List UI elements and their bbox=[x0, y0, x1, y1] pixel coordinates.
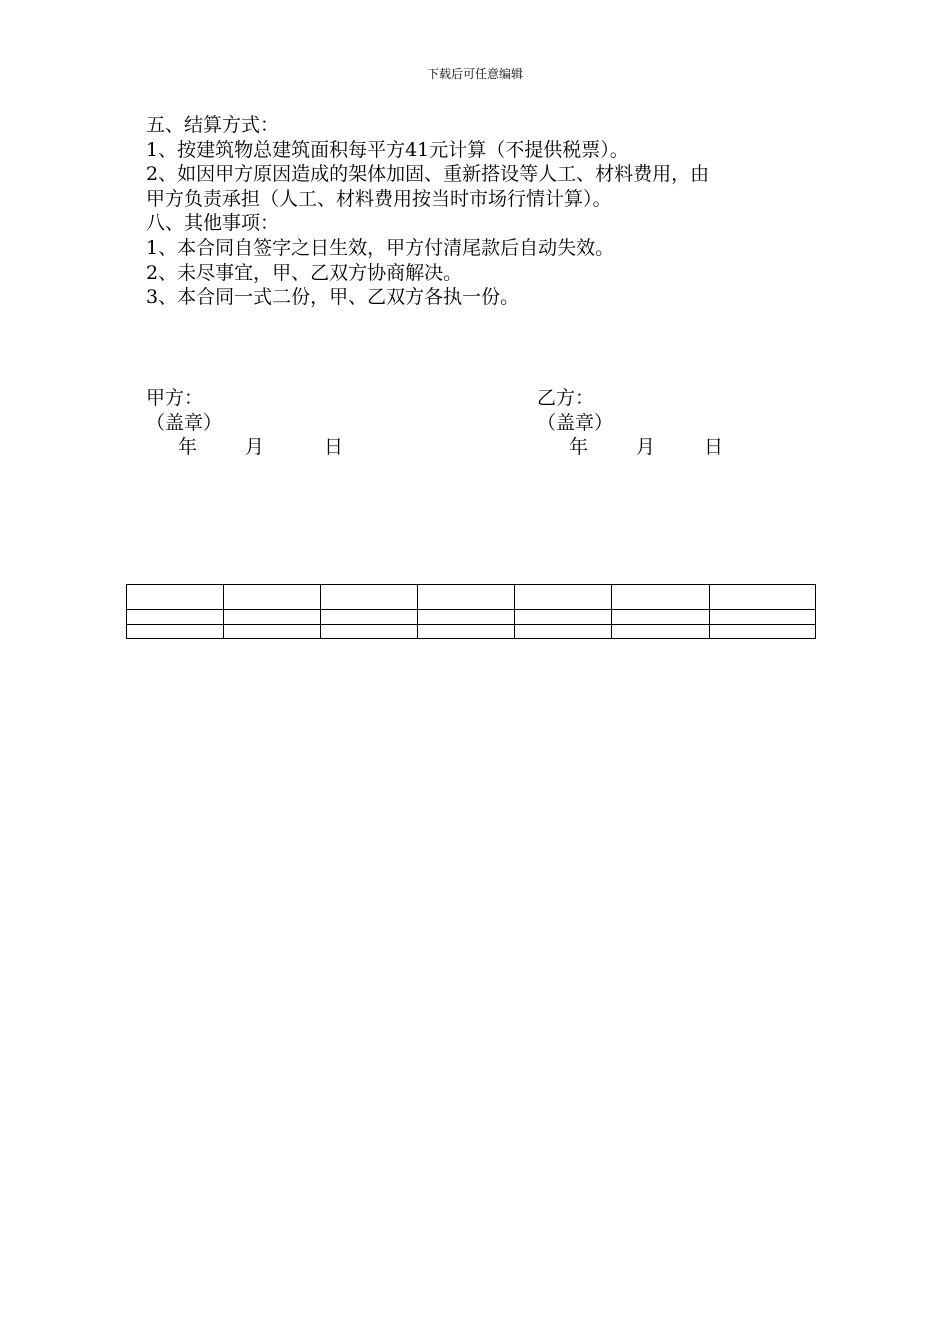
table-cell bbox=[418, 610, 515, 625]
table-cell bbox=[710, 625, 816, 639]
table-cell bbox=[515, 625, 612, 639]
party-b-date bbox=[537, 435, 724, 461]
clause-line: 甲方负责承担（人工、材料费用按当时市场行情计算）。 bbox=[146, 187, 612, 210]
party-a-label: 甲方： bbox=[146, 387, 204, 409]
clause-line: 2、如因甲方原因造成的架体加固、重新搭设等人工、材料费用，由 bbox=[146, 163, 710, 186]
party-b-label: 乙方： bbox=[537, 387, 595, 409]
table-cell bbox=[127, 610, 224, 625]
date-year: 年 bbox=[569, 436, 589, 459]
section-heading-settlement: 五、结算方式： bbox=[146, 114, 280, 136]
clause-line: 1、本合同自签字之日生效，甲方付清尾款后自动失效。 bbox=[146, 236, 615, 259]
table-cell bbox=[612, 585, 710, 610]
section-heading-other: 八、其他事项： bbox=[146, 212, 280, 235]
table-row bbox=[127, 610, 816, 625]
clause-line: 2、未尽事宜，甲、乙双方协商解决。 bbox=[146, 261, 463, 284]
party-a-seal: （盖章） bbox=[146, 411, 223, 434]
date-month: 月 bbox=[245, 436, 265, 459]
table-cell bbox=[418, 585, 515, 610]
table-cell bbox=[321, 585, 418, 610]
table-cell bbox=[321, 625, 418, 639]
table-cell bbox=[321, 610, 418, 625]
table-cell bbox=[224, 625, 321, 639]
contract-body bbox=[146, 113, 814, 310]
table-cell bbox=[127, 625, 224, 639]
table-cell bbox=[710, 610, 816, 625]
date-day: 日 bbox=[704, 436, 724, 459]
party-a-date bbox=[146, 435, 344, 461]
date-year: 年 bbox=[178, 436, 198, 459]
blank-table bbox=[126, 584, 816, 639]
party-a-signature bbox=[146, 386, 344, 461]
date-day: 日 bbox=[324, 436, 344, 459]
clause-line: 1、按建筑物总建筑面积每平方41元计算（不提供税票）。 bbox=[146, 138, 629, 161]
date-month: 月 bbox=[636, 436, 656, 459]
party-b-signature bbox=[537, 386, 724, 461]
party-b-seal: （盖章） bbox=[537, 411, 614, 434]
table-cell bbox=[515, 585, 612, 610]
table-cell bbox=[710, 585, 816, 610]
table-row bbox=[127, 625, 816, 639]
table-row bbox=[127, 585, 816, 610]
table-cell bbox=[127, 585, 224, 610]
table-cell bbox=[612, 610, 710, 625]
table-cell bbox=[224, 585, 321, 610]
table-cell bbox=[612, 625, 710, 639]
clause-line: 3、本合同一式二份，甲、乙双方各执一份。 bbox=[146, 286, 520, 309]
header-note: 下载后可任意编辑 bbox=[426, 67, 523, 81]
table-cell bbox=[515, 610, 612, 625]
table-cell bbox=[418, 625, 515, 639]
table-cell bbox=[224, 610, 321, 625]
